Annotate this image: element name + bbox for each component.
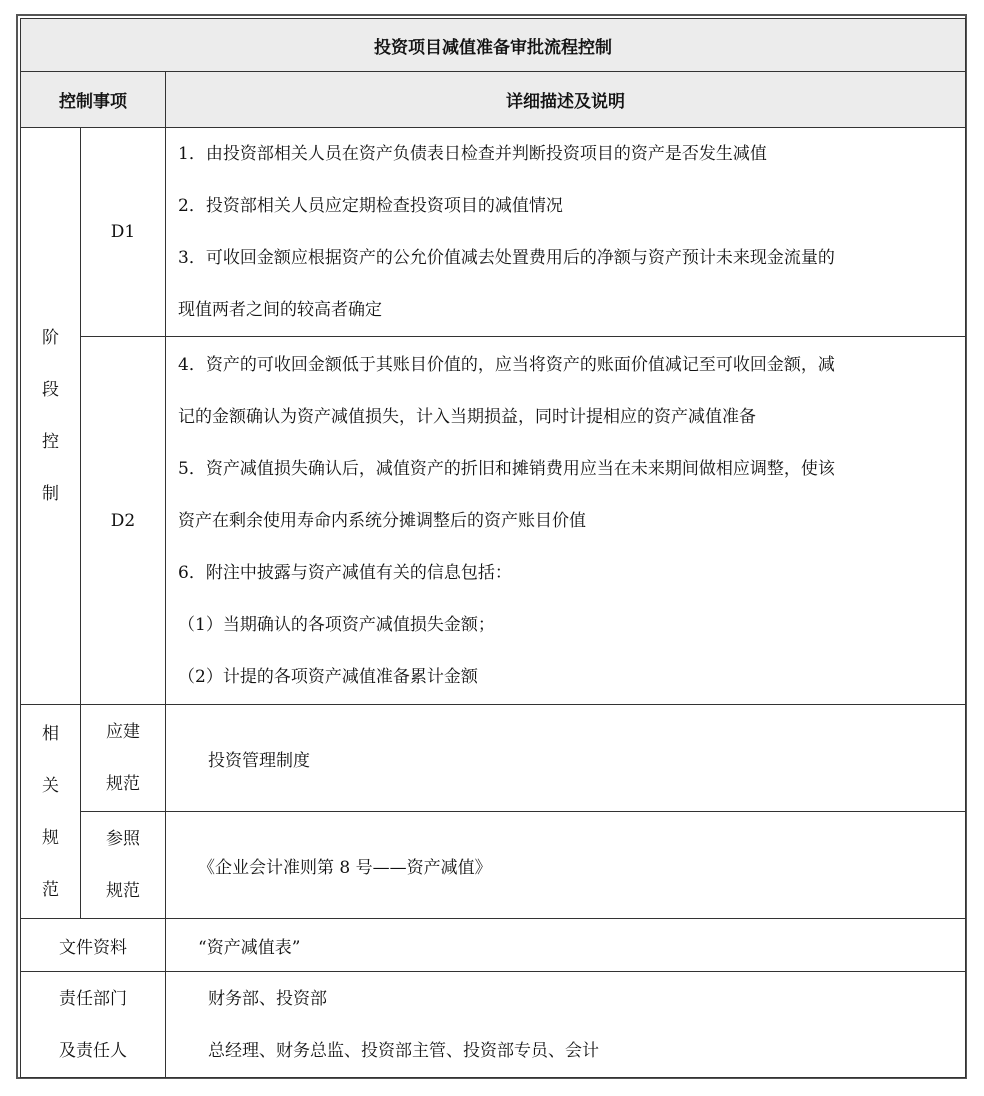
reference-norms-label: 参照 规范	[81, 812, 166, 919]
d1-line: 1．由投资部相关人员在资产负债表日检查并判断投资项目的资产是否发生减值	[178, 144, 767, 164]
d1-line: 2．投资部相关人员应定期检查投资项目的减值情况	[178, 196, 563, 216]
responsible-line: 财务部、投资部	[208, 988, 327, 1009]
related-norms-label: 相 关 规 范	[21, 705, 81, 919]
d2-line: 5．资产减值损失确认后，减值资产的折旧和摊销费用应当在未来期间做相应调整，使该	[178, 458, 835, 479]
responsible-content	[166, 972, 966, 1078]
stage-control-label: 阶 段 控 制	[21, 128, 81, 705]
reference-norms-content: 《企业会计准则第 8 号——资产减值》	[166, 812, 966, 919]
d1-code: D1	[81, 128, 166, 337]
documents-content: “资产减值表”	[166, 919, 966, 972]
d2-code: D2	[81, 337, 166, 705]
d2-line: （1）当期确认的各项资产减值损失金额；	[178, 614, 495, 635]
control-table	[20, 18, 966, 1078]
document-frame	[16, 14, 967, 1079]
d2-description	[166, 337, 966, 705]
d1-description	[166, 128, 966, 337]
should-build-norms-label: 应建 规范	[81, 705, 166, 812]
responsible-label: 责任部门 及责任人	[21, 972, 166, 1078]
header-control-item: 控制事项	[21, 72, 166, 128]
d2-line: 资产在剩余使用寿命内系统分摊调整后的资产账目价值	[178, 510, 586, 531]
d2-line: 记的金额确认为资产减值损失，计入当期损益，同时计提相应的资产减值准备	[178, 406, 756, 427]
should-build-norms-content: 投资管理制度	[166, 705, 966, 812]
documents-label: 文件资料	[21, 919, 166, 972]
d1-line: 3．可收回金额应根据资产的公允价值减去处置费用后的净额与资产预计未来现金流量的	[178, 248, 835, 268]
d2-line: （2）计提的各项资产减值准备累计金额	[178, 666, 478, 687]
table-title: 投资项目减值准备审批流程控制	[21, 19, 966, 72]
d2-line: 4．资产的可收回金额低于其账目价值的，应当将资产的账面价值减记至可收回金额，减	[178, 354, 835, 375]
d1-line: 现值两者之间的较高者确定	[178, 300, 382, 320]
d2-line: 6．附注中披露与资产减值有关的信息包括：	[178, 562, 512, 583]
responsible-line: 总经理、财务总监、投资部主管、投资部专员、会计	[208, 1040, 599, 1061]
header-description: 详细描述及说明	[166, 72, 966, 128]
